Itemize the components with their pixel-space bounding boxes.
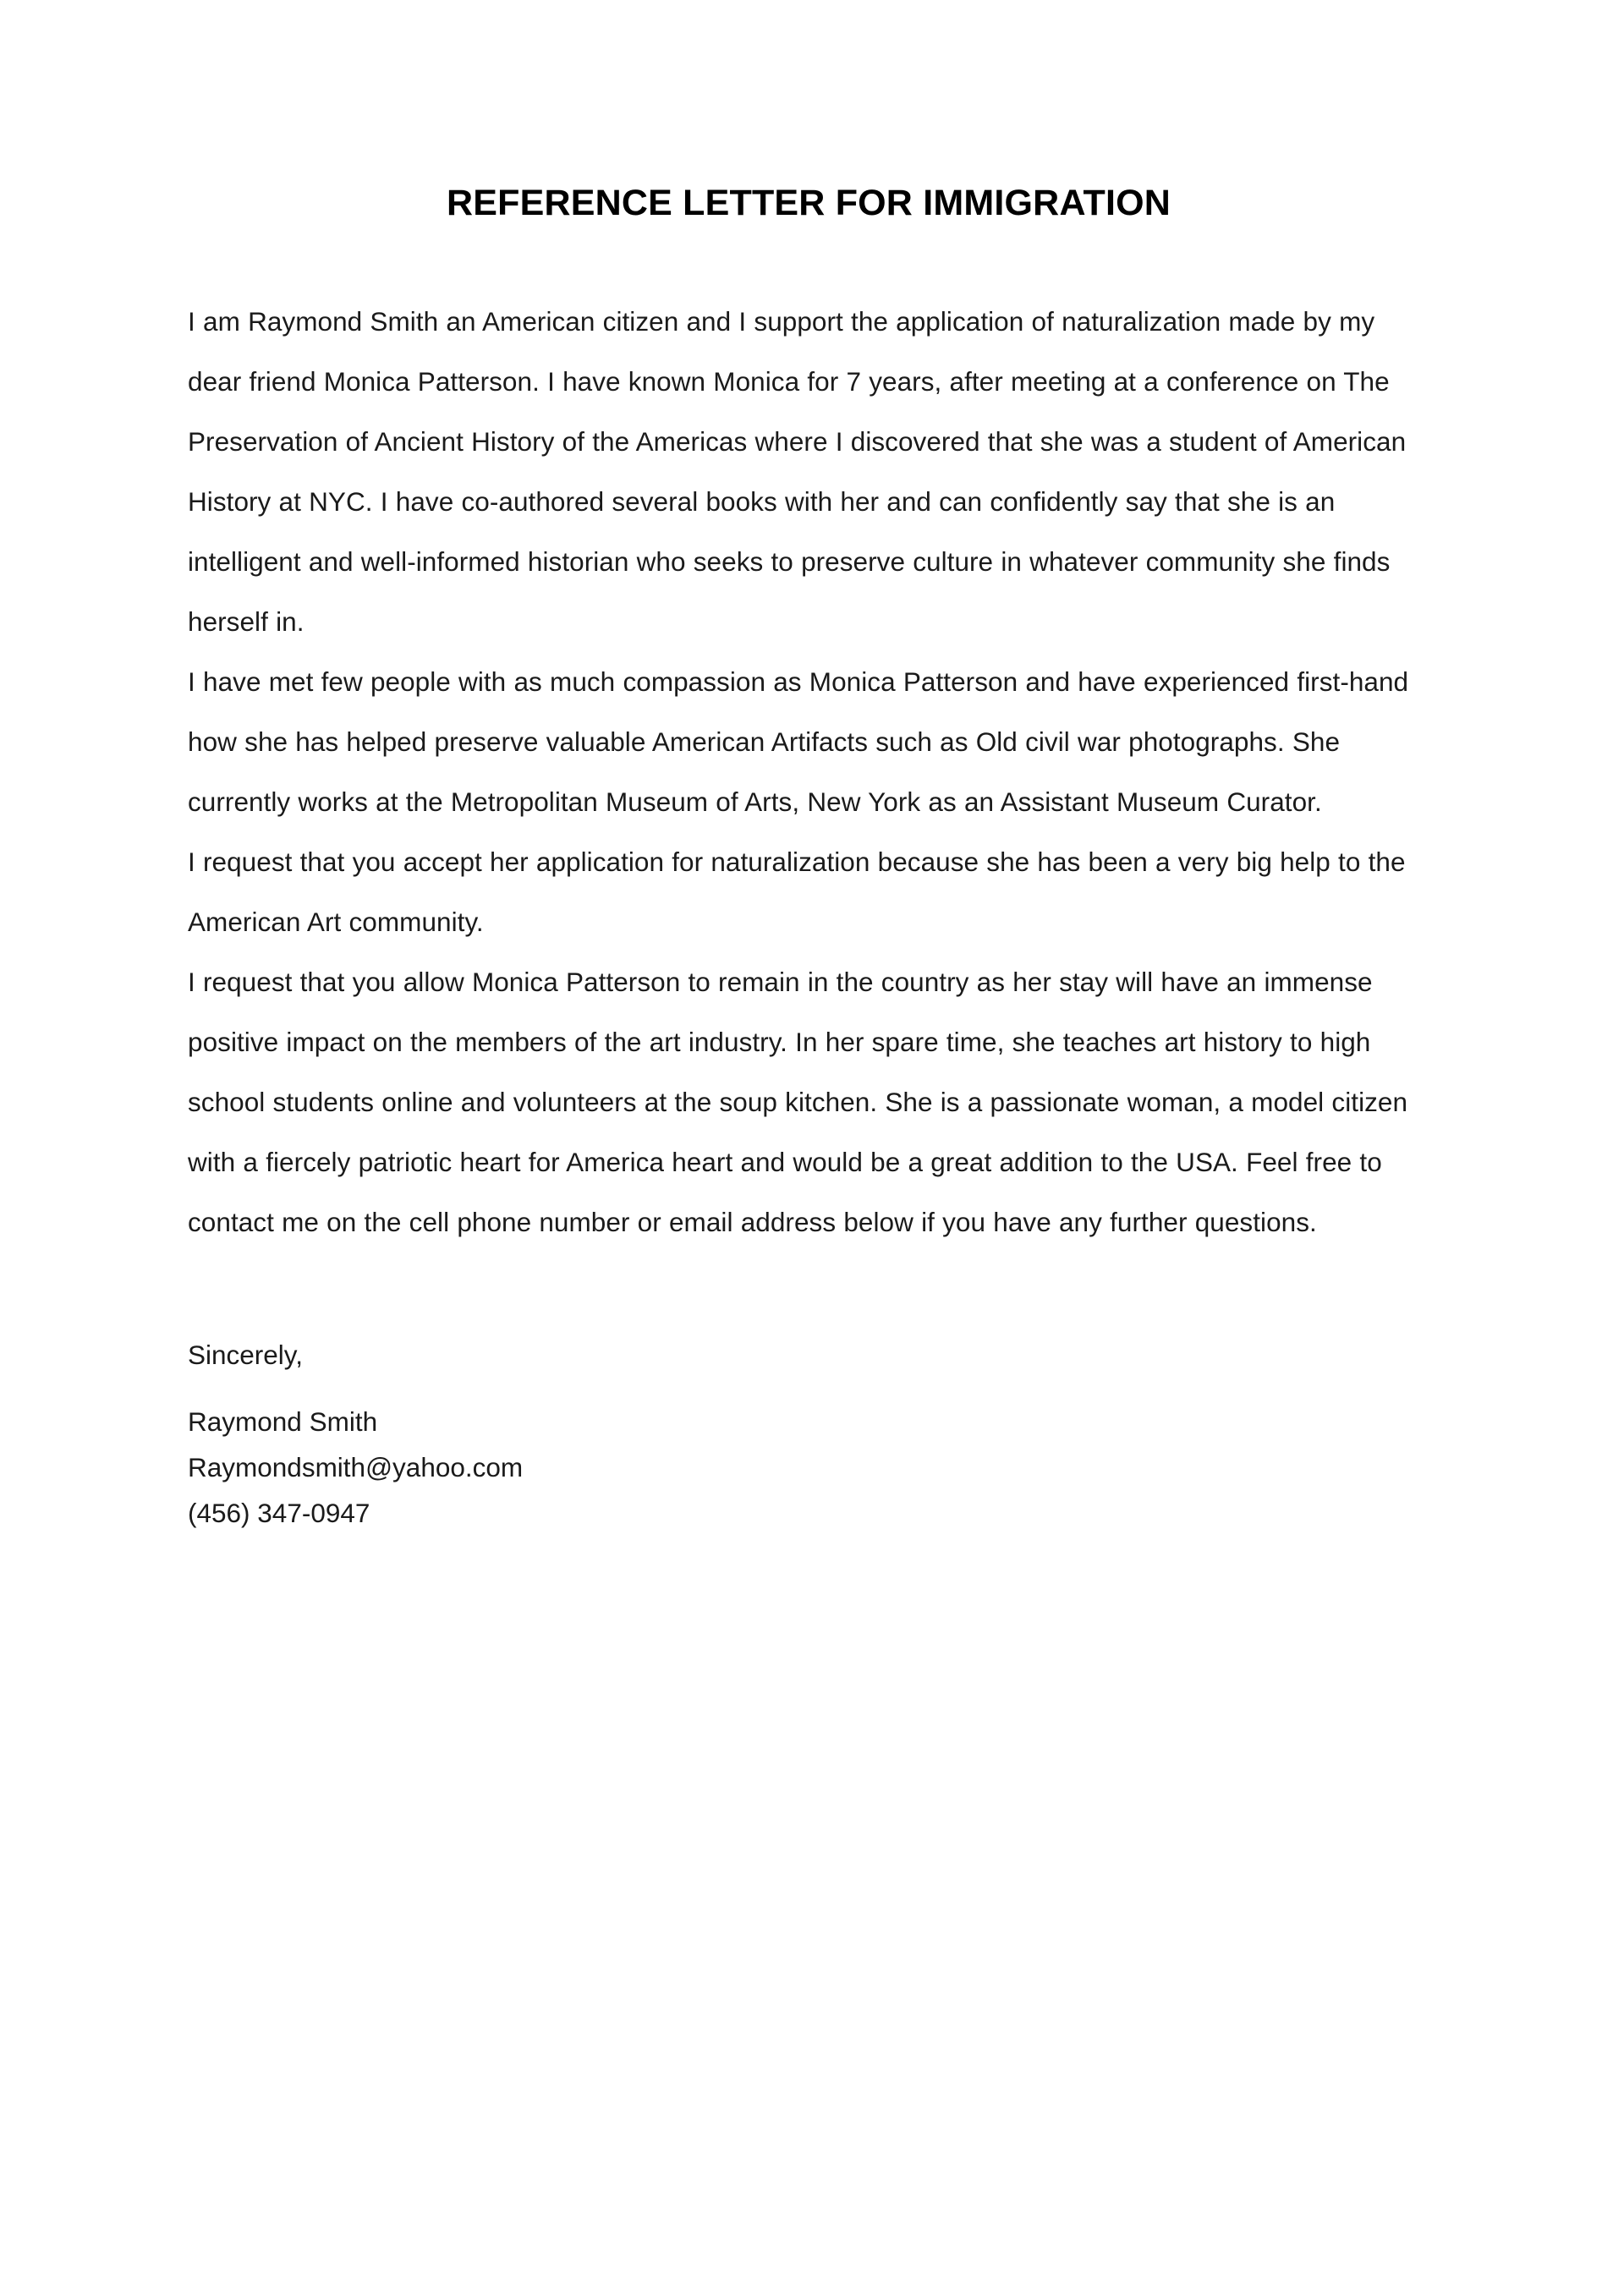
closing-gap <box>188 1380 1429 1399</box>
signature-block <box>188 1399 1429 1536</box>
signer-name: Raymond Smith <box>188 1406 378 1438</box>
title-spacer <box>188 224 1429 292</box>
signer-email: Raymondsmith@yahoo.com <box>188 1452 524 1483</box>
letter-closing: Sincerely, <box>188 1340 303 1371</box>
signer-phone: (456) 347-0947 <box>188 1498 370 1529</box>
signature-spacer <box>188 1252 1429 1330</box>
letter-paragraph-1: I am Raymond Smith an American citizen and I support the application of naturalization made by my dear friend Monica Patterson. I have known Monica for 7 years, after meeting at a conference on The Preservation of Ancient History of the Americas where I discovered that she was a student of American History at NYC. I have co-authored several books with her and can confidently say that she is an intelligent and well-informed historian who seeks to preserve culture in whatever community she finds herself in. <box>188 306 1407 638</box>
letter-paragraph-3: I request that you accept her application for naturalization because she has been a very big help to the American Art community. <box>188 847 1406 938</box>
letter-content <box>188 183 1429 1536</box>
page-title: REFERENCE LETTER FOR IMMIGRATION <box>446 183 1171 223</box>
letter-paragraph-4: I request that you allow Monica Patterson to remain in the country as her stay will have an immense positive impact on the members of the art industry. In her spare time, she teaches art history to high school students online and volunteers at the soup kitchen. She is a passionate woman, a model citizen with a fiercely patriotic heart for America heart and would be a great addition to the USA. Feel free to contact me on the cell phone number or email address below if you have any further questions. <box>188 967 1408 1238</box>
letter-paragraph-2: I have met few people with as much compassion as Monica Patterson and have experienced first-hand how she has helped preserve valuable American Artifacts such as Old civil war photographs. She currently works at the Metropolitan Museum of Arts, New York as an Assistant Museum Curator. <box>188 666 1409 818</box>
